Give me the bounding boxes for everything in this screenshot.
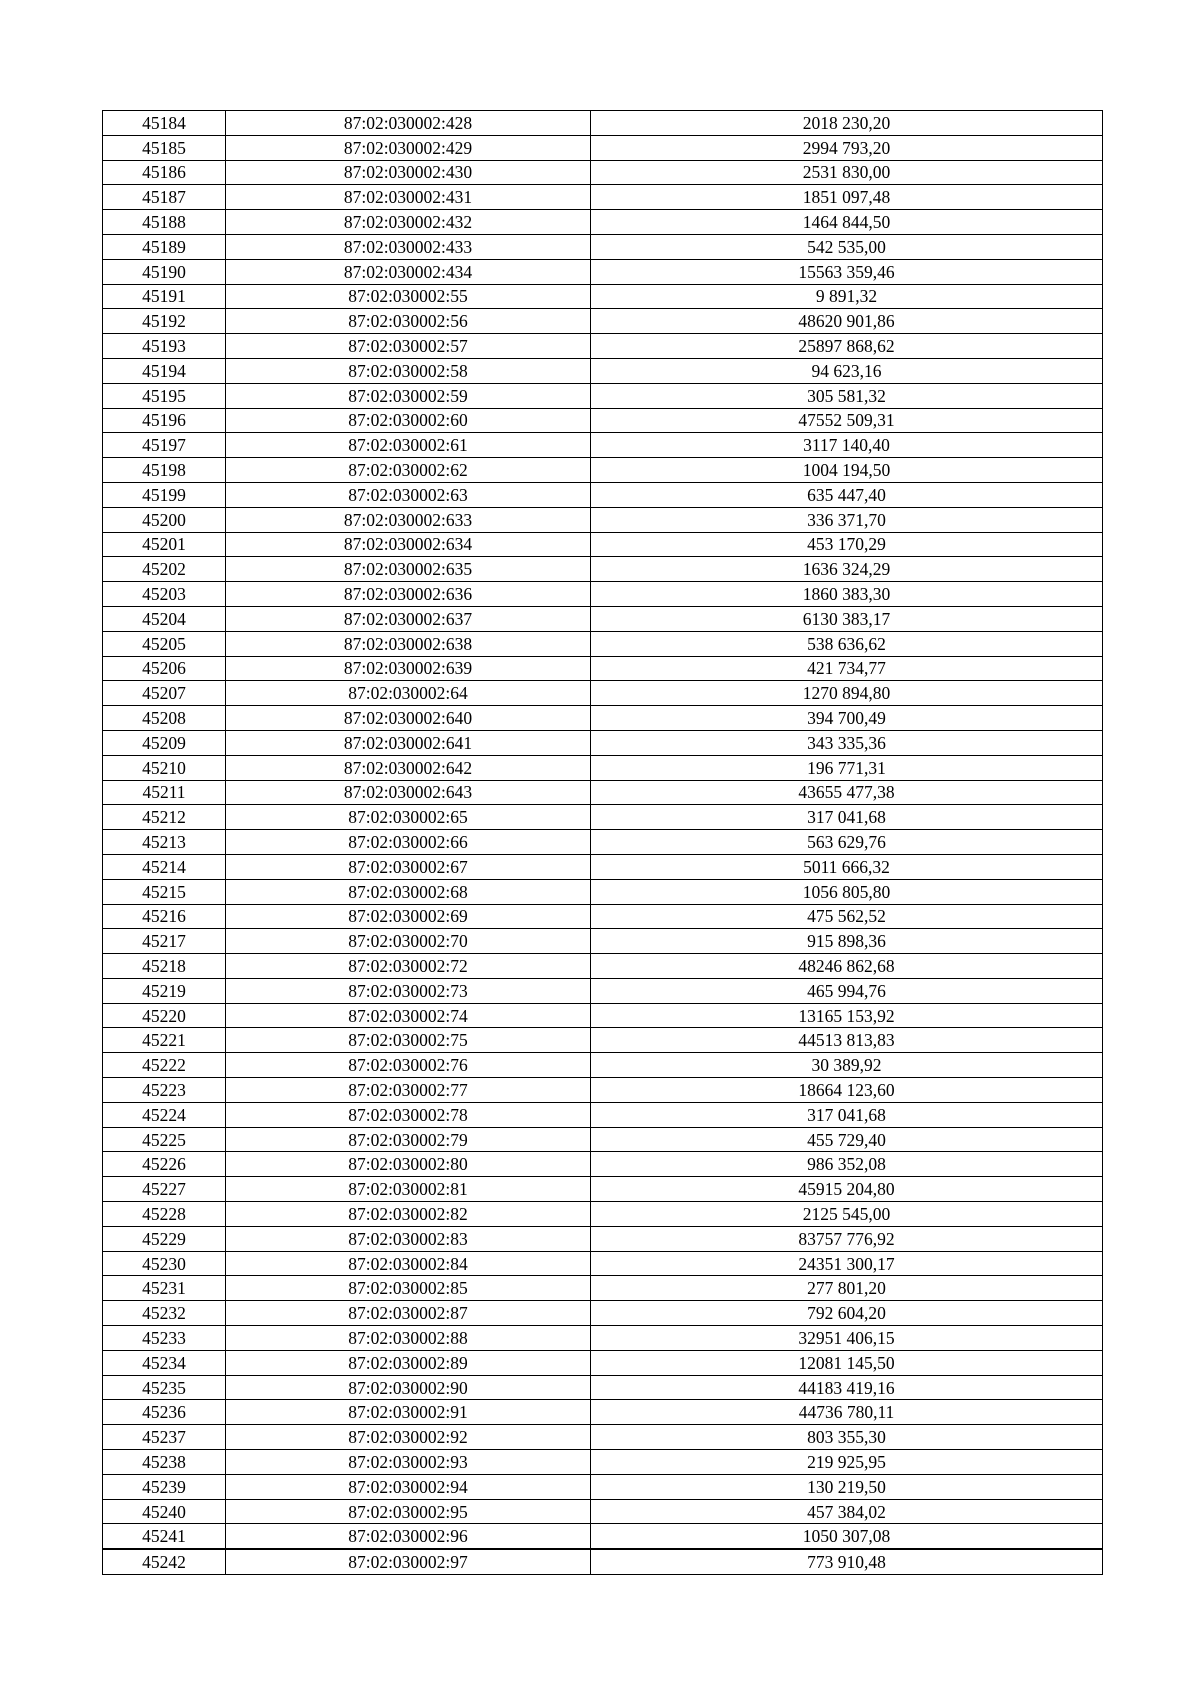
- cadastral-value-cell: 305 581,32: [591, 383, 1103, 408]
- table-row: [103, 383, 1103, 408]
- row-number-cell: 45206: [103, 656, 226, 681]
- table-body: [103, 111, 1103, 1575]
- cadastral-number-cell: 87:02:030002:70: [226, 929, 591, 954]
- table-row: [103, 706, 1103, 731]
- cadastral-value-cell: 465 994,76: [591, 978, 1103, 1003]
- row-number-cell: 45198: [103, 458, 226, 483]
- cadastral-value-cell: 1056 805,80: [591, 879, 1103, 904]
- cadastral-number-cell: 87:02:030002:81: [226, 1177, 591, 1202]
- cadastral-number-cell: 87:02:030002:96: [226, 1524, 591, 1549]
- cadastral-number-cell: 87:02:030002:634: [226, 532, 591, 557]
- table-row: [103, 309, 1103, 334]
- row-number-cell: 45210: [103, 755, 226, 780]
- cadastral-number-cell: 87:02:030002:80: [226, 1152, 591, 1177]
- table-row: [103, 507, 1103, 532]
- cadastral-number-cell: 87:02:030002:431: [226, 185, 591, 210]
- cadastral-value-cell: 394 700,49: [591, 706, 1103, 731]
- cadastral-value-cell: 6130 383,17: [591, 606, 1103, 631]
- table-row: [103, 1375, 1103, 1400]
- table-row: [103, 160, 1103, 185]
- cadastral-value-cell: 94 623,16: [591, 358, 1103, 383]
- table-row: [103, 656, 1103, 681]
- row-number-cell: 45193: [103, 334, 226, 359]
- cadastral-value-cell: 130 219,50: [591, 1474, 1103, 1499]
- table-row: [103, 904, 1103, 929]
- cadastral-value-cell: 421 734,77: [591, 656, 1103, 681]
- cadastral-number-cell: 87:02:030002:68: [226, 879, 591, 904]
- row-number-cell: 45221: [103, 1028, 226, 1053]
- cadastral-number-cell: 87:02:030002:82: [226, 1202, 591, 1227]
- table-row: [103, 111, 1103, 136]
- table-row: [103, 1028, 1103, 1053]
- cadastral-value-cell: 453 170,29: [591, 532, 1103, 557]
- table-row: [103, 1400, 1103, 1425]
- cadastral-value-cell: 44183 419,16: [591, 1375, 1103, 1400]
- table-row: [103, 334, 1103, 359]
- cadastral-number-cell: 87:02:030002:88: [226, 1326, 591, 1351]
- row-number-cell: 45230: [103, 1251, 226, 1276]
- cadastral-number-cell: 87:02:030002:89: [226, 1350, 591, 1375]
- table-row: [103, 1078, 1103, 1103]
- row-number-cell: 45196: [103, 408, 226, 433]
- row-number-cell: 45192: [103, 309, 226, 334]
- row-number-cell: 45199: [103, 482, 226, 507]
- row-number-cell: 45234: [103, 1350, 226, 1375]
- row-number-cell: 45184: [103, 111, 226, 136]
- table-row: [103, 805, 1103, 830]
- cadastral-value-cell: 538 636,62: [591, 631, 1103, 656]
- row-number-cell: 45220: [103, 1003, 226, 1028]
- cadastral-value-cell: 43655 477,38: [591, 780, 1103, 805]
- row-number-cell: 45239: [103, 1474, 226, 1499]
- table-row: [103, 879, 1103, 904]
- table-row: [103, 1425, 1103, 1450]
- cadastral-number-cell: 87:02:030002:635: [226, 557, 591, 582]
- cadastral-number-cell: 87:02:030002:85: [226, 1276, 591, 1301]
- table-row: [103, 755, 1103, 780]
- row-number-cell: 45235: [103, 1375, 226, 1400]
- cadastral-value-cell: 457 384,02: [591, 1499, 1103, 1524]
- cadastral-number-cell: 87:02:030002:78: [226, 1102, 591, 1127]
- row-number-cell: 45194: [103, 358, 226, 383]
- cadastral-number-cell: 87:02:030002:639: [226, 656, 591, 681]
- cadastral-value-cell: 1464 844,50: [591, 210, 1103, 235]
- row-number-cell: 45197: [103, 433, 226, 458]
- row-number-cell: 45202: [103, 557, 226, 582]
- row-number-cell: 45238: [103, 1450, 226, 1475]
- row-number-cell: 45217: [103, 929, 226, 954]
- row-number-cell: 45216: [103, 904, 226, 929]
- table-row: [103, 135, 1103, 160]
- table-row: [103, 1549, 1103, 1574]
- row-number-cell: 45211: [103, 780, 226, 805]
- row-number-cell: 45185: [103, 135, 226, 160]
- table-row: [103, 1326, 1103, 1351]
- table-row: [103, 1127, 1103, 1152]
- cadastral-value-cell: 12081 145,50: [591, 1350, 1103, 1375]
- cadastral-value-cell: 9 891,32: [591, 284, 1103, 309]
- row-number-cell: 45204: [103, 606, 226, 631]
- table-row: [103, 854, 1103, 879]
- cadastral-value-cell: 1851 097,48: [591, 185, 1103, 210]
- cadastral-number-cell: 87:02:030002:72: [226, 954, 591, 979]
- cadastral-number-cell: 87:02:030002:74: [226, 1003, 591, 1028]
- cadastral-number-cell: 87:02:030002:643: [226, 780, 591, 805]
- row-number-cell: 45209: [103, 730, 226, 755]
- table-row: [103, 482, 1103, 507]
- cadastral-number-cell: 87:02:030002:65: [226, 805, 591, 830]
- table-row: [103, 458, 1103, 483]
- table-row: [103, 978, 1103, 1003]
- cadastral-number-cell: 87:02:030002:636: [226, 582, 591, 607]
- row-number-cell: 45203: [103, 582, 226, 607]
- table-row: [103, 284, 1103, 309]
- cadastral-value-cell: 83757 776,92: [591, 1226, 1103, 1251]
- cadastral-value-cell: 803 355,30: [591, 1425, 1103, 1450]
- cadastral-value-cell: 219 925,95: [591, 1450, 1103, 1475]
- row-number-cell: 45187: [103, 185, 226, 210]
- row-number-cell: 45186: [103, 160, 226, 185]
- cadastral-number-cell: 87:02:030002:55: [226, 284, 591, 309]
- cadastral-number-cell: 87:02:030002:64: [226, 681, 591, 706]
- cadastral-value-cell: 45915 204,80: [591, 1177, 1103, 1202]
- cadastral-number-cell: 87:02:030002:95: [226, 1499, 591, 1524]
- cadastral-number-cell: 87:02:030002:58: [226, 358, 591, 383]
- cadastral-number-cell: 87:02:030002:59: [226, 383, 591, 408]
- cadastral-value-cell: 2531 830,00: [591, 160, 1103, 185]
- table-row: [103, 234, 1103, 259]
- cadastral-value-cell: 196 771,31: [591, 755, 1103, 780]
- cadastral-value-cell: 2125 545,00: [591, 1202, 1103, 1227]
- row-number-cell: 45189: [103, 234, 226, 259]
- table-row: [103, 1450, 1103, 1475]
- row-number-cell: 45215: [103, 879, 226, 904]
- row-number-cell: 45233: [103, 1326, 226, 1351]
- row-number-cell: 45222: [103, 1053, 226, 1078]
- cadastral-value-cell: 563 629,76: [591, 830, 1103, 855]
- cadastral-number-cell: 87:02:030002:429: [226, 135, 591, 160]
- cadastral-value-cell: 32951 406,15: [591, 1326, 1103, 1351]
- table-row: [103, 210, 1103, 235]
- row-number-cell: 45226: [103, 1152, 226, 1177]
- cadastral-value-cell: 1004 194,50: [591, 458, 1103, 483]
- cadastral-number-cell: 87:02:030002:75: [226, 1028, 591, 1053]
- table-row: [103, 1474, 1103, 1499]
- cadastral-number-cell: 87:02:030002:633: [226, 507, 591, 532]
- cadastral-number-cell: 87:02:030002:640: [226, 706, 591, 731]
- cadastral-number-cell: 87:02:030002:60: [226, 408, 591, 433]
- row-number-cell: 45225: [103, 1127, 226, 1152]
- row-number-cell: 45232: [103, 1301, 226, 1326]
- cadastral-number-cell: 87:02:030002:66: [226, 830, 591, 855]
- cadastral-number-cell: 87:02:030002:76: [226, 1053, 591, 1078]
- row-number-cell: 45241: [103, 1524, 226, 1549]
- cadastral-value-cell: 317 041,68: [591, 805, 1103, 830]
- row-number-cell: 45208: [103, 706, 226, 731]
- row-number-cell: 45190: [103, 259, 226, 284]
- cadastral-number-cell: 87:02:030002:642: [226, 755, 591, 780]
- row-number-cell: 45219: [103, 978, 226, 1003]
- table-row: [103, 433, 1103, 458]
- row-number-cell: 45236: [103, 1400, 226, 1425]
- row-number-cell: 45228: [103, 1202, 226, 1227]
- cadastral-number-cell: 87:02:030002:641: [226, 730, 591, 755]
- cadastral-number-cell: 87:02:030002:84: [226, 1251, 591, 1276]
- cadastral-number-cell: 87:02:030002:430: [226, 160, 591, 185]
- row-number-cell: 45214: [103, 854, 226, 879]
- cadastral-value-cell: 915 898,36: [591, 929, 1103, 954]
- cadastral-number-cell: 87:02:030002:93: [226, 1450, 591, 1475]
- cadastral-value-cell: 5011 666,32: [591, 854, 1103, 879]
- table-row: [103, 1177, 1103, 1202]
- row-number-cell: 45218: [103, 954, 226, 979]
- cadastral-number-cell: 87:02:030002:79: [226, 1127, 591, 1152]
- cadastral-value-cell: 2994 793,20: [591, 135, 1103, 160]
- table-row: [103, 1499, 1103, 1524]
- cadastral-value-cell: 542 535,00: [591, 234, 1103, 259]
- cadastral-value-cell: 475 562,52: [591, 904, 1103, 929]
- cadastral-number-cell: 87:02:030002:87: [226, 1301, 591, 1326]
- table-row: [103, 259, 1103, 284]
- table-row: [103, 631, 1103, 656]
- row-number-cell: 45223: [103, 1078, 226, 1103]
- cadastral-value-cell: 15563 359,46: [591, 259, 1103, 284]
- row-number-cell: 45205: [103, 631, 226, 656]
- cadastral-number-cell: 87:02:030002:56: [226, 309, 591, 334]
- cadastral-value-cell: 30 389,92: [591, 1053, 1103, 1078]
- cadastral-number-cell: 87:02:030002:638: [226, 631, 591, 656]
- cadastral-number-cell: 87:02:030002:63: [226, 482, 591, 507]
- cadastral-number-cell: 87:02:030002:92: [226, 1425, 591, 1450]
- table-row: [103, 1350, 1103, 1375]
- cadastral-number-cell: 87:02:030002:94: [226, 1474, 591, 1499]
- row-number-cell: 45213: [103, 830, 226, 855]
- cadastral-value-cell: 47552 509,31: [591, 408, 1103, 433]
- cadastral-value-cell: 48620 901,86: [591, 309, 1103, 334]
- table-row: [103, 1003, 1103, 1028]
- cadastral-value-cell: 277 801,20: [591, 1276, 1103, 1301]
- cadastral-value-cell: 986 352,08: [591, 1152, 1103, 1177]
- table-row: [103, 1102, 1103, 1127]
- row-number-cell: 45227: [103, 1177, 226, 1202]
- table-row: [103, 1053, 1103, 1078]
- table-row: [103, 1251, 1103, 1276]
- cadastral-number-cell: 87:02:030002:67: [226, 854, 591, 879]
- cadastral-number-cell: 87:02:030002:57: [226, 334, 591, 359]
- table-row: [103, 830, 1103, 855]
- cadastral-number-cell: 87:02:030002:73: [226, 978, 591, 1003]
- cadastral-number-cell: 87:02:030002:77: [226, 1078, 591, 1103]
- row-number-cell: 45207: [103, 681, 226, 706]
- cadastral-value-cell: 1050 307,08: [591, 1524, 1103, 1549]
- cadastral-value-cell: 2018 230,20: [591, 111, 1103, 136]
- cadastral-number-cell: 87:02:030002:61: [226, 433, 591, 458]
- row-number-cell: 45191: [103, 284, 226, 309]
- row-number-cell: 45240: [103, 1499, 226, 1524]
- table-row: [103, 1524, 1103, 1549]
- table-row: [103, 557, 1103, 582]
- row-number-cell: 45201: [103, 532, 226, 557]
- table-row: [103, 606, 1103, 631]
- row-number-cell: 45242: [103, 1549, 226, 1574]
- row-number-cell: 45188: [103, 210, 226, 235]
- cadastral-value-cell: 635 447,40: [591, 482, 1103, 507]
- table-row: [103, 681, 1103, 706]
- cadastral-value-cell: 44513 813,83: [591, 1028, 1103, 1053]
- table-row: [103, 1226, 1103, 1251]
- table-row: [103, 185, 1103, 210]
- cadastral-value-cell: 1636 324,29: [591, 557, 1103, 582]
- cadastral-number-cell: 87:02:030002:69: [226, 904, 591, 929]
- cadastral-value-cell: 343 335,36: [591, 730, 1103, 755]
- table-row: [103, 730, 1103, 755]
- row-number-cell: 45224: [103, 1102, 226, 1127]
- cadastral-value-cell: 18664 123,60: [591, 1078, 1103, 1103]
- table-row: [103, 1152, 1103, 1177]
- cadastral-number-cell: 87:02:030002:90: [226, 1375, 591, 1400]
- cadastral-value-cell: 48246 862,68: [591, 954, 1103, 979]
- cadastral-number-cell: 87:02:030002:91: [226, 1400, 591, 1425]
- table-row: [103, 1301, 1103, 1326]
- table-row: [103, 582, 1103, 607]
- cadastral-value-cell: 1860 383,30: [591, 582, 1103, 607]
- table-row: [103, 780, 1103, 805]
- table-row: [103, 358, 1103, 383]
- cadastral-value-cell: 792 604,20: [591, 1301, 1103, 1326]
- row-number-cell: 45212: [103, 805, 226, 830]
- cadastral-number-cell: 87:02:030002:433: [226, 234, 591, 259]
- cadastral-number-cell: 87:02:030002:97: [226, 1549, 591, 1574]
- row-number-cell: 45200: [103, 507, 226, 532]
- table-row: [103, 1276, 1103, 1301]
- cadastral-value-cell: 3117 140,40: [591, 433, 1103, 458]
- cadastral-number-cell: 87:02:030002:62: [226, 458, 591, 483]
- cadastral-value-cell: 24351 300,17: [591, 1251, 1103, 1276]
- cadastral-value-cell: 455 729,40: [591, 1127, 1103, 1152]
- row-number-cell: 45195: [103, 383, 226, 408]
- cadastral-value-cell: 44736 780,11: [591, 1400, 1103, 1425]
- cadastral-value-cell: 773 910,48: [591, 1549, 1103, 1574]
- cadastral-number-cell: 87:02:030002:637: [226, 606, 591, 631]
- table-row: [103, 408, 1103, 433]
- cadastral-value-cell: 336 371,70: [591, 507, 1103, 532]
- cadastral-value-cell: 25897 868,62: [591, 334, 1103, 359]
- cadastral-value-cell: 13165 153,92: [591, 1003, 1103, 1028]
- cadastral-number-cell: 87:02:030002:428: [226, 111, 591, 136]
- table-row: [103, 929, 1103, 954]
- row-number-cell: 45237: [103, 1425, 226, 1450]
- cadastral-value-cell: 1270 894,80: [591, 681, 1103, 706]
- cadastral-number-cell: 87:02:030002:434: [226, 259, 591, 284]
- cadastral-number-cell: 87:02:030002:83: [226, 1226, 591, 1251]
- cadastral-value-table: [102, 110, 1103, 1575]
- table-row: [103, 954, 1103, 979]
- cadastral-number-cell: 87:02:030002:432: [226, 210, 591, 235]
- table-row: [103, 532, 1103, 557]
- row-number-cell: 45231: [103, 1276, 226, 1301]
- row-number-cell: 45229: [103, 1226, 226, 1251]
- cadastral-value-cell: 317 041,68: [591, 1102, 1103, 1127]
- table-row: [103, 1202, 1103, 1227]
